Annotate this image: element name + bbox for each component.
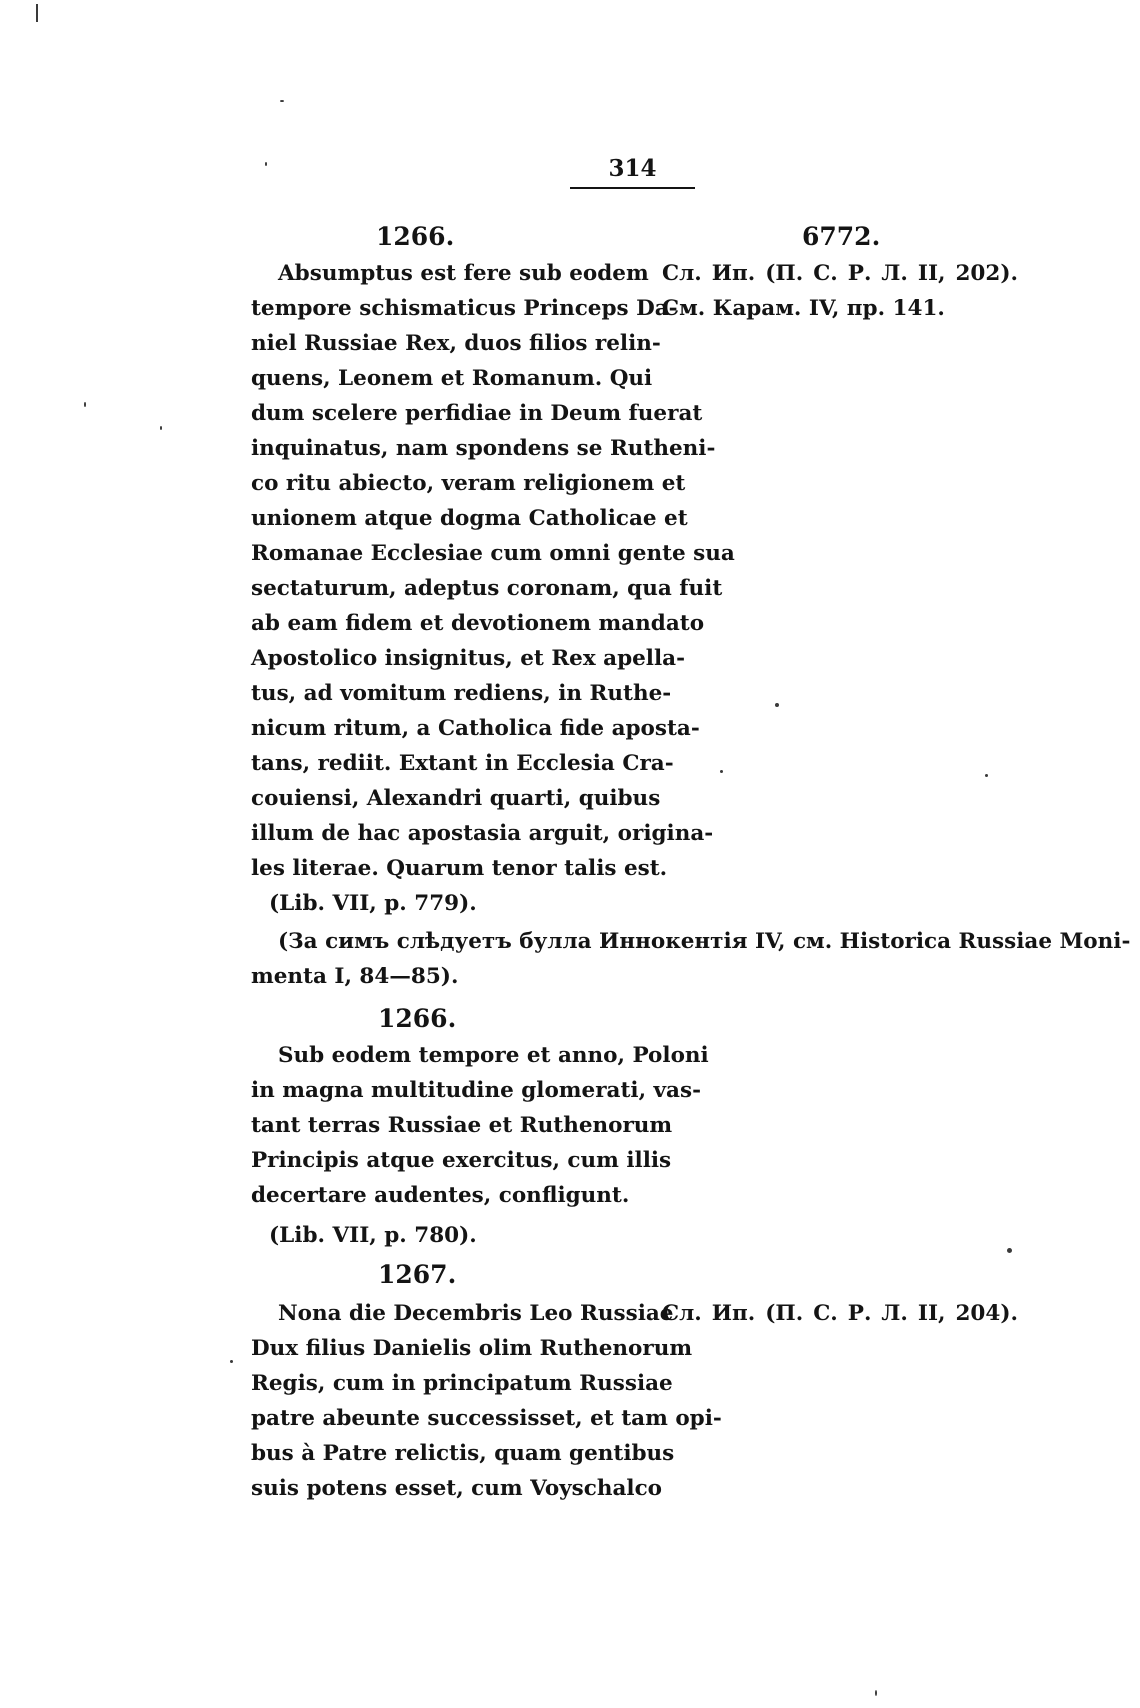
section2-year: 1266. [378,1004,457,1033]
text-line: Principis atque exercitus, cum illis [251,1148,672,1173]
note-line: (За симъ слѣдуетъ булла Иннокентія IV, см. Historica Russiae Moni- [278,929,1131,954]
section2-reference: (Lib. VII, p. 780). [269,1223,477,1248]
text-line: Regis, cum in principatum Russiae [251,1371,673,1396]
text-line: tempore schismaticus Princeps Da- [251,296,678,321]
text-line: niel Russiae Rex, duos filios relin- [251,331,661,356]
scan-speck [160,426,162,430]
text-line: les literae. Quarum tenor talis est. [251,856,668,881]
text-line: Sub eodem tempore et anno, Poloni [278,1043,709,1068]
section1-sources [662,256,1018,326]
source-line: См. Карам. IV, пр. 141. [662,296,945,321]
text-line: inquinatus, nam spondens se Rutheni- [251,436,716,461]
scan-speck [280,100,284,102]
text-line: suis potens esset, cum Voyschalco [251,1476,663,1501]
section2-text [251,1038,709,1213]
text-line: Apostolico insignitus, et Rex apella- [251,646,685,671]
section1-text [251,256,735,886]
scan-speck [775,703,779,707]
text-line: decertare audentes, confligunt. [251,1183,630,1208]
text-line: quens, Leonem et Romanum. Qui [251,366,653,391]
section1-year: 1266. [376,222,455,251]
scan-speck [1007,1248,1012,1253]
section1-year-alt: 6772. [802,222,881,251]
text-line: patre abeunte successisset, et tam opi- [251,1406,722,1431]
text-line: Absumptus est fere sub eodem [278,261,649,286]
text-line: in magna multitudine glomerati, vas- [251,1078,701,1103]
text-line: Nona die Decembris Leo Russiae [278,1301,674,1326]
text-line: bus à Patre relictis, quam gentibus [251,1441,675,1466]
text-line: couiensi, Alexandri quarti, quibus [251,786,661,811]
section1-reference: (Lib. VII, p. 779). [269,891,477,916]
editorial-note [251,924,1131,994]
text-line: nicum ritum, a Catholica fide aposta- [251,716,700,741]
text-line: tus, ad vomitum rediens, in Ruthe- [251,681,672,706]
text-line: sectaturum, adeptus coronam, qua fuit [251,576,723,601]
text-line: co ritu abiecto, veram religionem et [251,471,686,496]
source-line: Сл. Ип. (П. С. Р. Л. II, 202). [662,261,1018,286]
section3-sources [662,1296,1018,1331]
header-rule [570,187,695,189]
scan-speck [230,1360,233,1363]
scan-speck [265,162,267,166]
scan-speck [84,402,86,407]
source-line: Сл. Ип. (П. С. Р. Л. II, 204). [662,1301,1018,1326]
section3-text [251,1296,722,1506]
scan-mark [36,4,38,22]
text-line: illum de hac apostasia arguit, origina- [251,821,714,846]
text-line: ab eam fidem et devotionem mandato [251,611,705,636]
note-line: menta I, 84—85). [251,964,459,989]
text-line: dum scelere perfidiae in Deum fuerat [251,401,703,426]
text-line: Dux filius Danielis olim Ruthenorum [251,1336,693,1361]
text-line: tant terras Russiae et Ruthenorum [251,1113,673,1138]
text-line: tans, rediit. Extant in Ecclesia Cra- [251,751,674,776]
scan-speck [985,774,988,777]
scan-speck [720,770,723,773]
text-line: Romanae Ecclesiae cum omni gente sua [251,541,735,566]
section3-year: 1267. [378,1260,457,1289]
page-number: 314 [608,155,657,182]
text-line: unionem atque dogma Catholicae et [251,506,688,531]
scan-speck [875,1690,877,1696]
